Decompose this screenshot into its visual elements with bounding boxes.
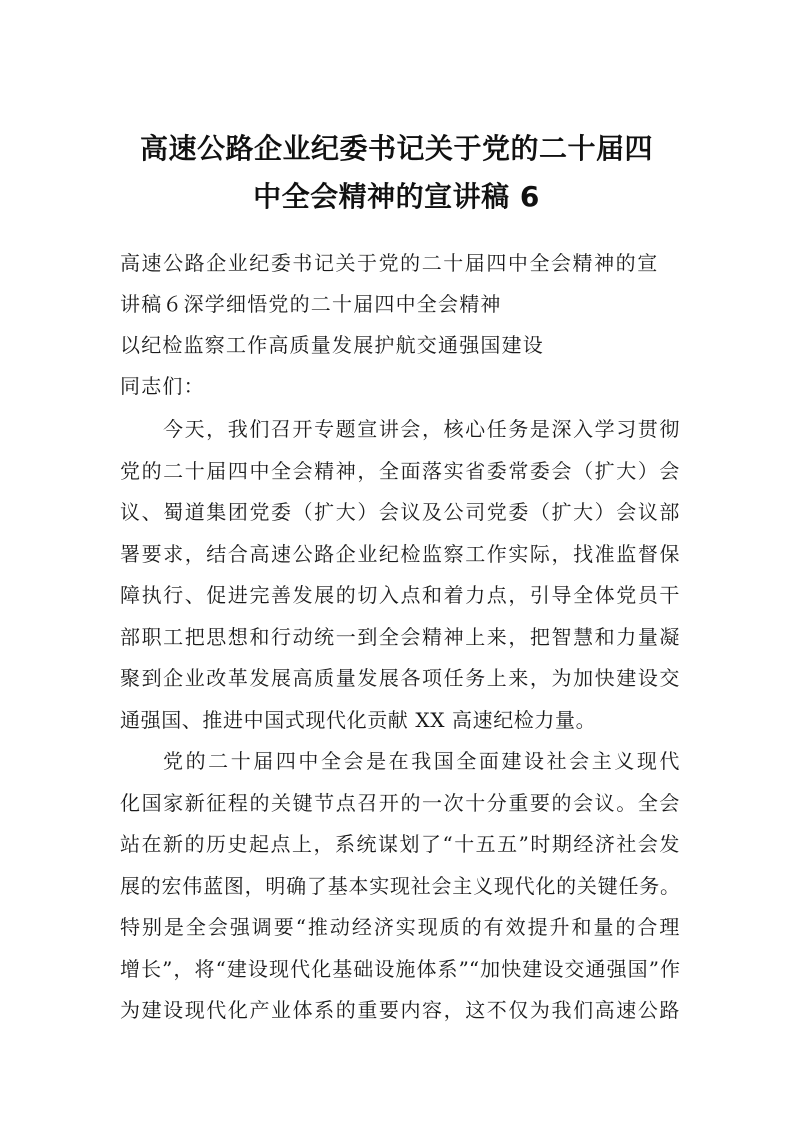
paragraph-2-line: 展的宏伟蓝图，明确了基本实现社会主义现代化的关键任务。 bbox=[120, 873, 680, 898]
salutation: 同志们： bbox=[120, 374, 205, 398]
intro-line-3: 以纪检监察工作高质量发展护航交通强国建设 bbox=[120, 333, 544, 357]
paragraph-1-line: 议、蜀道集团党委（扩大）会议及公司党委（扩大）会议部 bbox=[120, 500, 680, 524]
intro-line-2: 讲稿６深学细悟党的二十届四中全会精神 bbox=[120, 292, 502, 316]
paragraph-1-line: 党的二十届四中全会精神，全面落实省委常委会（扩大）会 bbox=[120, 458, 680, 483]
intro-line-1: 高速公路企业纪委书记关于党的二十届四中全会精神的宣 bbox=[120, 251, 659, 275]
document-title-line-2: 中全会精神的宣讲稿 6 bbox=[253, 180, 540, 213]
paragraph-2-line: 为建设现代化产业体系的重要内容，这不仅为我们高速公路 bbox=[120, 998, 680, 1022]
paragraph-1-line: 障执行、促进完善发展的切入点和着力点，引导全体党员干 bbox=[120, 583, 680, 607]
paragraph-2-line: 党的二十届四中全会是在我国全面建设社会主义现代 bbox=[163, 749, 680, 773]
paragraph-2 bbox=[120, 741, 680, 1032]
paragraph-1-line: 通强国、推进中国式现代化贡献 XX 高速纪检力量。 bbox=[120, 707, 597, 732]
paragraph-1-line: 聚到企业改革发展高质量发展各项任务上来，为加快建设交 bbox=[120, 666, 680, 690]
paragraph-2-line: 站在新的历史起点上，系统谋划了“十五五”时期经济社会发 bbox=[120, 832, 680, 856]
document-title-line-1: 高速公路企业纪委书记关于党的二十届四 bbox=[139, 132, 653, 165]
paragraph-1-line: 署要求，结合高速公路企业纪检监察工作实际，找准监督保 bbox=[120, 541, 680, 566]
paragraph-2-line: 增长”，将“建设现代化基础设施体系”“加快建设交通强国”作 bbox=[120, 956, 680, 981]
paragraph-2-line: 特别是全会强调要“推动经济实现质的有效提升和量的合理 bbox=[120, 915, 680, 939]
paragraph-1 bbox=[120, 409, 680, 741]
paragraph-1-line: 今天，我们召开专题宣讲会，核心任务是深入学习贯彻 bbox=[163, 417, 680, 441]
paragraph-2-line: 化国家新征程的关键节点召开的一次十分重要的会议。全会 bbox=[120, 790, 680, 815]
paragraph-1-line: 部职工把思想和行动统一到全会精神上来，把智慧和力量凝 bbox=[120, 624, 680, 649]
